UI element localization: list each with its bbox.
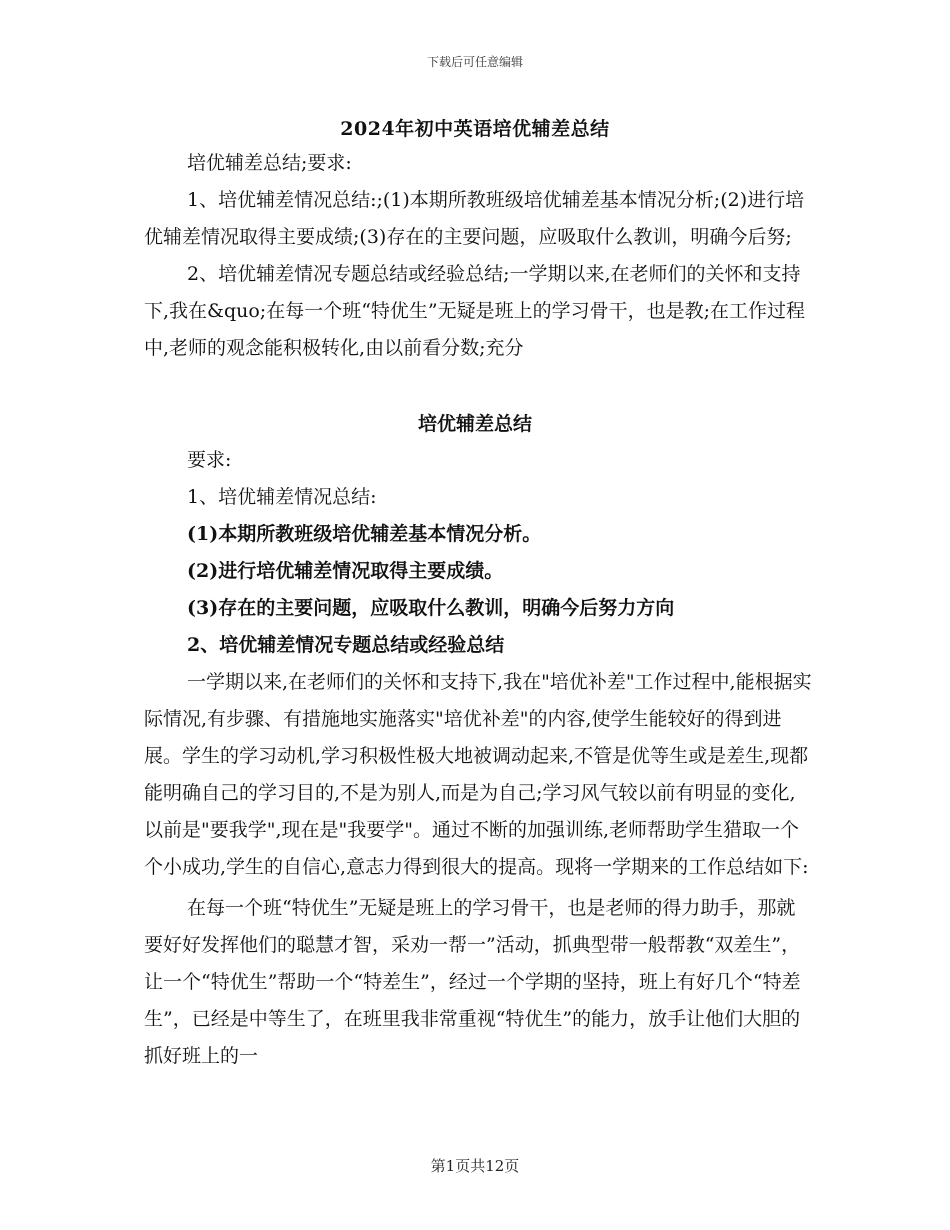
requirements-label: 要求: — [187, 449, 232, 471]
body-paragraph-1: 一学期以来,在老师们的关怀和支持下,我在"培优补差"工作过程中,能根据实际情况,有步骤、有措施地实施落实"培优补差"的内容,使学生能较好的得到进展。学生的学习动机,学习积极性极大地被调动起来,不管是优等生或是差生,现都能明确自己的学习目的,不是为别人,而是为自己;学习风气较以前有明显的变化,以前是"要我学",现在是"我要学"。通过不断的加强训练,老师帮助学生猎取一个个小成功,学生的自信心,意志力得到很大的提高。现将一学期来的工作总结如下: — [144, 671, 812, 878]
sub-item-3: (3)存在的主要问题，应吸取什么教训，明确今后努力方向 — [187, 597, 675, 619]
intro-line-1: 培优辅差总结;要求: — [187, 152, 352, 174]
page-title: 2024年初中英语培优辅差总结 — [340, 118, 610, 140]
item-1: 1、培优辅差情况总结: — [187, 486, 377, 508]
intro-paragraph-2: 2、培优辅差情况专题总结或经验总结;一学期以来,在老师们的关怀和支持下,我在&quo;在每一个班“特优生”无疑是班上的学习骨干，也是教;在工作过程中,老师的观念能积极转化,由以前看分数;充分 — [144, 263, 806, 359]
section-title: 培优辅差总结 — [417, 413, 532, 435]
sub-item-1: (1)本期所教班级培优辅差基本情况分析。 — [187, 523, 542, 545]
sub-item-2: (2)进行培优辅差情况取得主要成绩。 — [187, 560, 504, 582]
item-2: 2、培优辅差情况专题总结或经验总结 — [187, 634, 505, 656]
body-paragraph-2: 在每一个班“特优生”无疑是班上的学习骨干，也是老师的得力助手，那就要好好发挥他们的聪慧才智，采劝一帮一”活动，抓典型带一般帮教“双差生”，让一个“特优生”帮助一个“特差生”，经过一个学期的坚持，班上有好几个“特差生”，已经是中等生了，在班里我非常重视“特优生”的能力，放手让他们大胆的抓好班上的一 — [144, 897, 801, 1067]
intro-block — [144, 145, 814, 367]
intro-paragraph-1: 1、培优辅差情况总结:;(1)本期所教班级培优辅差基本情况分析;(2)进行培优辅差情况取得主要成绩;(3)存在的主要问题，应吸取什么教训，明确今后努; — [144, 189, 805, 248]
body-block — [144, 442, 814, 1075]
header-note: 下载后可任意编辑 — [426, 55, 523, 69]
page-footer: 第1页共12页 — [430, 1157, 520, 1175]
